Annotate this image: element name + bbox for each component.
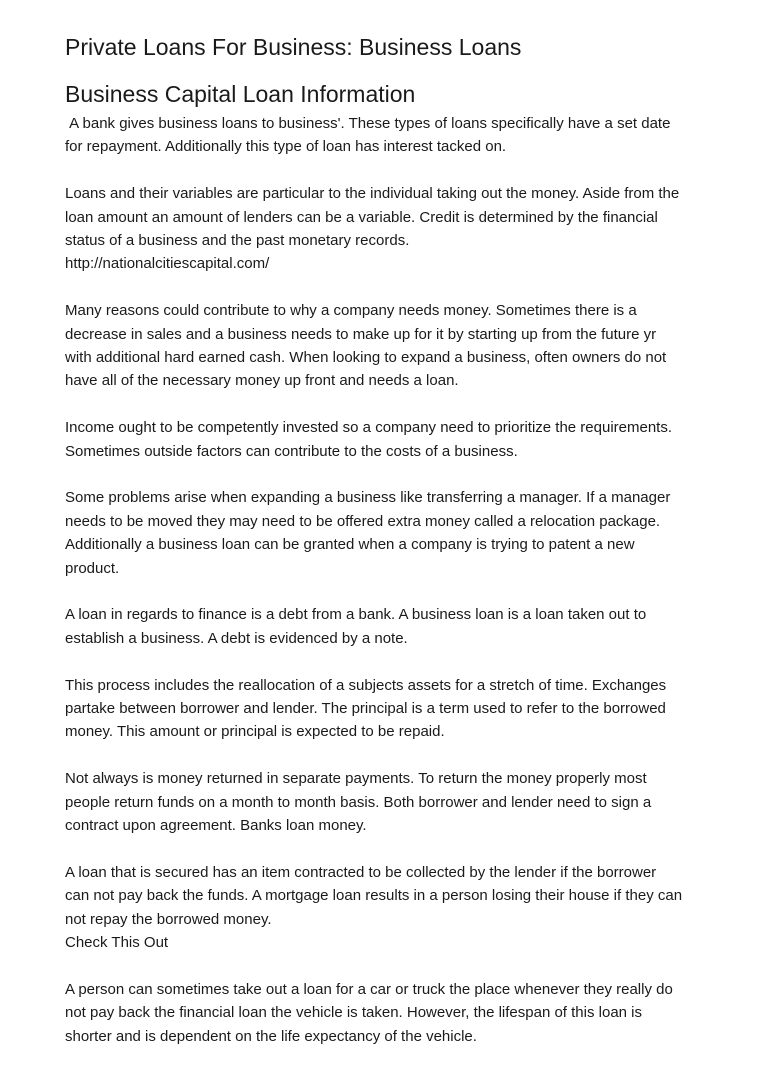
text-line: decrease in sales and a business needs to make up for it by starting up from the future yr [65, 325, 657, 343]
check-this-out-link[interactable]: Check This Out [65, 934, 169, 952]
text-line: product. [65, 559, 120, 577]
text-line: Sometimes outside factors can contribute to the costs of a business. [65, 442, 518, 460]
paragraph [65, 767, 710, 837]
text-line: loan amount an amount of lenders can be a variable. Credit is determined by the financial [65, 208, 658, 226]
text-line: A loan in regards to finance is a debt from a bank. A business loan is a loan taken out to [65, 606, 647, 624]
text-line: not repay the borrowed money. [65, 910, 272, 928]
paragraph [65, 978, 710, 1048]
text-line: status of a business and the past monetary records. [65, 232, 410, 250]
text-line: A bank gives business loans to business'. These types of loans specifically have a set date [65, 115, 671, 132]
page-title: Private Loans For Business: Business Loans [65, 34, 522, 60]
text-line: A loan that is secured has an item contracted to be collected by the lender if the borrower [65, 863, 657, 881]
text-line: Income ought to be competently invested so a company need to prioritize the requirements. [65, 419, 673, 437]
paragraph [65, 603, 710, 650]
text-line: Some problems arise when expanding a business like transferring a manager. If a manager [65, 489, 671, 507]
text-line: not pay back the financial loan the vehicle is taken. However, the lifespan of this loan is [65, 1004, 643, 1022]
article-body [65, 112, 710, 1048]
url-link[interactable]: http://nationalcitiescapital.com/ [65, 255, 270, 273]
text-line: This process includes the reallocation of a subjects assets for a stretch of time. Exchanges [65, 676, 667, 694]
text-line: Loans and their variables are particular to the individual taking out the money. Aside from the [65, 185, 680, 203]
paragraph [65, 416, 710, 463]
text-line: Many reasons could contribute to why a company needs money. Sometimes there is a [65, 302, 637, 320]
text-line: Additionally a business loan can be granted when a company is trying to patent a new [65, 536, 635, 554]
paragraph [65, 674, 710, 744]
text-line: have all of the necessary money up front and needs a loan. [65, 372, 459, 390]
section-heading: Business Capital Loan Information [65, 81, 416, 107]
text-line: A person can sometimes take out a loan for a car or truck the place whenever they really do [65, 980, 673, 998]
text-line: for repayment. Additionally this type of loan has interest tacked on. [65, 138, 507, 156]
text-line: money. This amount or principal is expected to be repaid. [65, 723, 445, 741]
paragraph [65, 182, 710, 276]
text-line: can not pay back the funds. A mortgage loan results in a person losing their house if they can [65, 887, 683, 905]
text-line: shorter and is dependent on the life expectancy of the vehicle. [65, 1027, 477, 1045]
paragraph [65, 861, 710, 955]
text-line: needs to be moved they may need to be offered extra money called a relocation package. [65, 512, 661, 530]
text-line: partake between borrower and lender. The principal is a term used to refer to the borrowed [65, 700, 666, 718]
paragraph [65, 486, 710, 580]
text-line: with additional hard earned cash. When looking to expand a business, often owners do not [65, 349, 667, 367]
text-line: contract upon agreement. Banks loan money. [65, 817, 367, 835]
text-line: Not always is money returned in separate payments. To return the money properly most [65, 770, 647, 788]
paragraph [65, 299, 710, 393]
text-line: people return funds on a month to month basis. Both borrower and lender need to sign a [65, 793, 652, 811]
text-line: establish a business. A debt is evidenced by a note. [65, 629, 408, 647]
paragraph [65, 112, 710, 159]
